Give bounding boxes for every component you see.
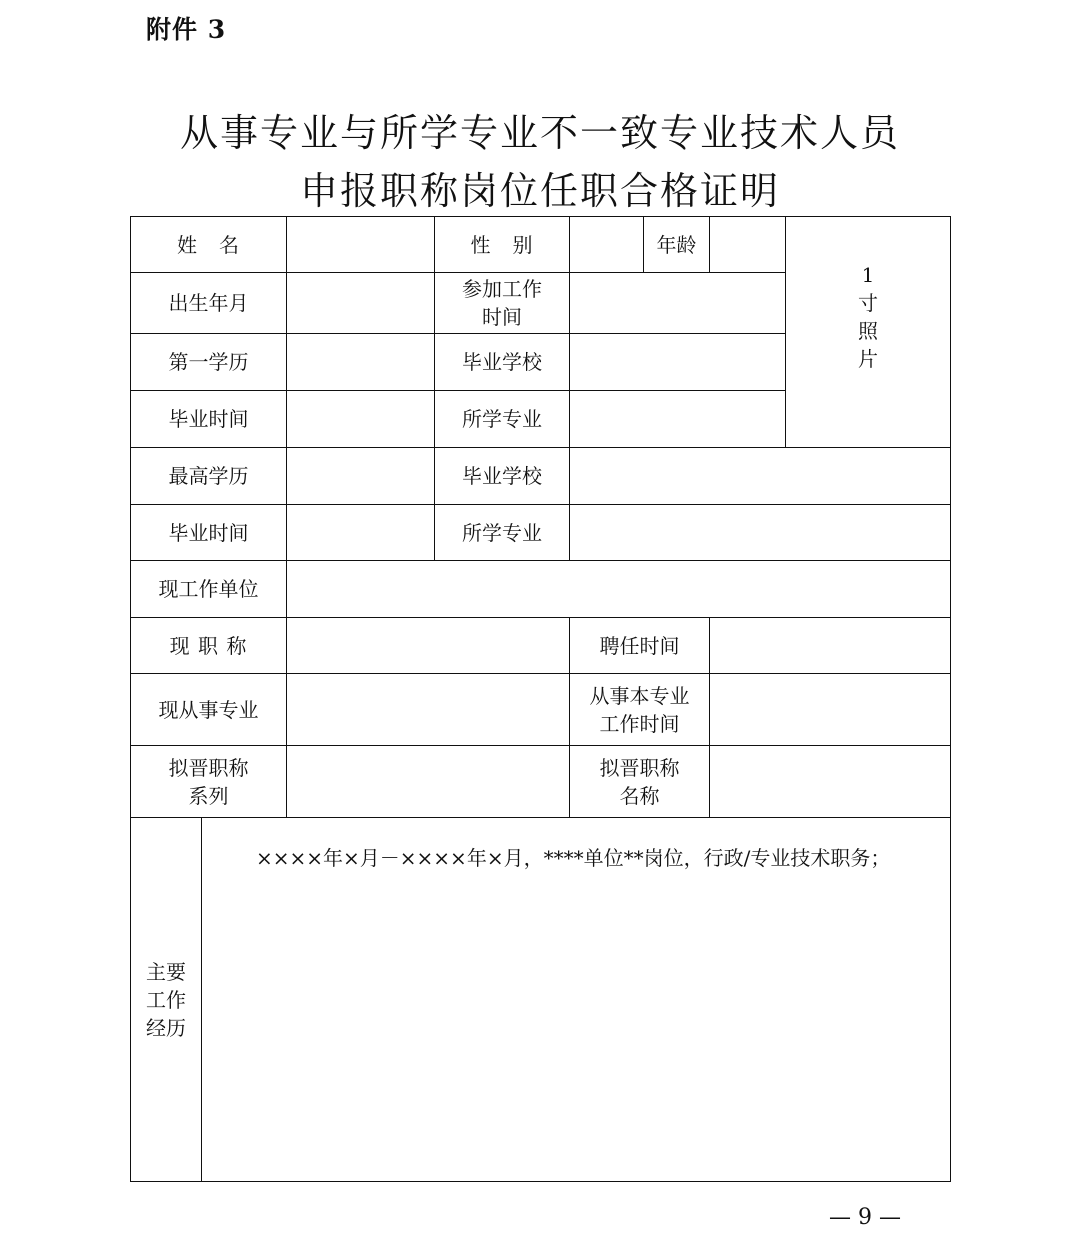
field-graduation-school-1[interactable] — [570, 334, 786, 391]
label-work-experience-line3: 经历 — [146, 1015, 186, 1040]
label-appointment-time: 聘任时间 — [570, 618, 710, 674]
work-experience-example: ××××年×月－××××年×月，****单位**岗位，行政/专业技术职务； — [256, 846, 891, 870]
field-highest-degree[interactable] — [287, 448, 435, 505]
label-target-title-line1: 拟晋职称 — [599, 755, 680, 780]
label-major-2: 所学专业 — [435, 505, 570, 561]
label-graduation-time-1: 毕业时间 — [131, 391, 287, 448]
photo-box[interactable] — [786, 217, 951, 448]
field-graduation-time-1[interactable] — [287, 391, 435, 448]
label-name: 姓 名 — [131, 217, 287, 273]
label-field-years — [570, 674, 710, 746]
label-work-start-line1: 参加工作 — [462, 277, 542, 301]
label-graduation-school-1: 毕业学校 — [435, 334, 570, 391]
field-appointment-time[interactable] — [710, 618, 951, 674]
label-field-years-line2: 工作时间 — [599, 711, 680, 736]
label-major-1: 所学专业 — [435, 391, 570, 448]
field-graduation-time-2[interactable] — [287, 505, 435, 561]
label-birth-date: 出生年月 — [131, 273, 287, 334]
label-target-series — [131, 746, 287, 818]
page-title-line2: 申报职称岗位任职合格证明 — [299, 169, 780, 213]
field-current-title[interactable] — [287, 618, 570, 674]
label-first-degree: 第一学历 — [131, 334, 287, 391]
field-major-2[interactable] — [570, 505, 951, 561]
label-target-series-line2: 系列 — [188, 783, 229, 808]
label-target-title-line2: 名称 — [619, 783, 660, 808]
field-target-title[interactable] — [710, 746, 951, 818]
attachment-label: 附件 3 — [146, 15, 227, 44]
label-target-title — [570, 746, 710, 818]
label-work-start-line2: 时间 — [482, 305, 522, 329]
page-title-line1: 从事专业与所学专业不一致专业技术人员 — [179, 111, 900, 155]
field-field-years[interactable] — [710, 674, 951, 746]
label-age: 年龄 — [644, 217, 710, 273]
label-gender: 性 别 — [435, 217, 570, 273]
label-work-start — [435, 273, 570, 334]
photo-label-2: 寸 — [858, 291, 878, 315]
field-work-start[interactable] — [570, 273, 786, 334]
field-major-1[interactable] — [570, 391, 786, 448]
field-age[interactable] — [710, 217, 786, 273]
label-work-experience — [131, 818, 202, 1182]
field-current-field[interactable] — [287, 674, 570, 746]
field-birth-date[interactable] — [287, 273, 435, 334]
page-number: — 9 — — [829, 1205, 901, 1230]
label-work-experience-line2: 工作 — [146, 987, 186, 1012]
field-graduation-school-2[interactable] — [570, 448, 951, 505]
label-graduation-time-2: 毕业时间 — [131, 505, 287, 561]
label-field-years-line1: 从事本专业 — [589, 683, 690, 708]
field-first-degree[interactable] — [287, 334, 435, 391]
certificate-form-table — [130, 216, 951, 1182]
label-highest-degree: 最高学历 — [131, 448, 287, 505]
field-work-experience[interactable] — [202, 818, 951, 1182]
label-current-title: 现 职 称 — [131, 618, 287, 674]
field-gender[interactable] — [570, 217, 644, 273]
photo-label-4: 片 — [858, 347, 878, 371]
field-name[interactable] — [287, 217, 435, 273]
label-graduation-school-2: 毕业学校 — [435, 448, 570, 505]
field-target-series[interactable] — [287, 746, 570, 818]
field-current-employer[interactable] — [287, 561, 951, 618]
label-work-experience-line1: 主要 — [146, 959, 186, 984]
label-target-series-line1: 拟晋职称 — [168, 755, 249, 780]
photo-label-3: 照 — [858, 319, 878, 343]
label-current-field: 现从事专业 — [131, 674, 287, 746]
photo-label-1: 1 — [861, 263, 875, 287]
label-current-employer: 现工作单位 — [131, 561, 287, 618]
